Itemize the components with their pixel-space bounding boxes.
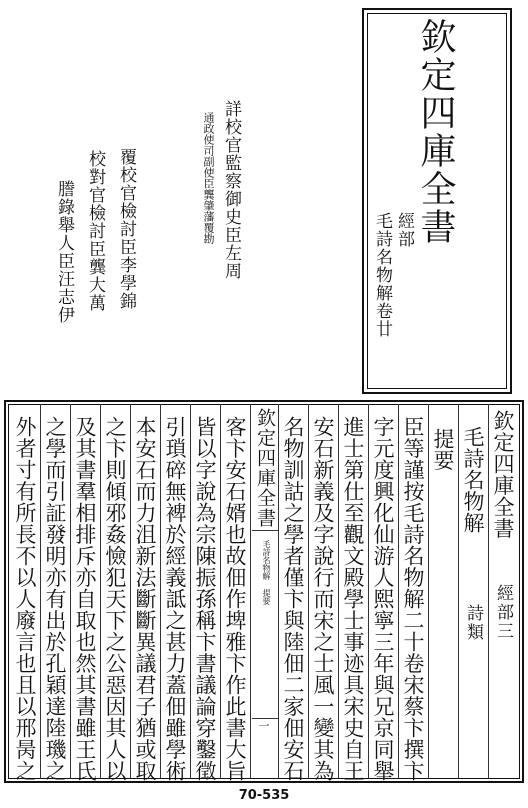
credit-reviewer: 通政使司副使臣龔肇藩覆勘 bbox=[202, 112, 215, 244]
column-rule bbox=[308, 404, 309, 779]
page-number: 70-535 bbox=[238, 788, 290, 803]
column-rule bbox=[428, 404, 429, 779]
credit-collator: 校對官檢討臣龔大萬 bbox=[85, 150, 105, 312]
text-column: 進士第仕至觀文殿學士事迹具宋史自王 bbox=[341, 416, 365, 782]
column-rule bbox=[488, 404, 489, 779]
text-column: 引瑣碎無裨於經義詆之甚力蓋佃雖學術 bbox=[163, 416, 187, 782]
credit-copyist: 謄錄舉人臣汪志伊 bbox=[54, 180, 74, 324]
column-rule bbox=[190, 404, 191, 779]
column-rule bbox=[70, 404, 71, 779]
column-rule bbox=[160, 404, 161, 779]
text-column: 皆以字說為宗陳振孫稱卞書議論穿鑿徵 bbox=[193, 416, 217, 782]
credit-proofreader: 詳校官監察御史臣左周 bbox=[221, 100, 241, 280]
text-column: 及其書羣相排斥亦自取也然其書雖王氏 bbox=[73, 416, 97, 782]
column-rule bbox=[130, 404, 131, 779]
text-column: 安石新義及字說行而宋之士風一變其為 bbox=[311, 416, 335, 782]
margin-fishtail bbox=[252, 530, 278, 531]
book-name: 毛詩名物解 bbox=[461, 426, 485, 534]
column-rule bbox=[338, 404, 339, 779]
text-column: 本安石而力沮新法斷斷異議君子猶或取 bbox=[133, 416, 157, 782]
column-rule bbox=[100, 404, 101, 779]
text-column: 之學而引証發明亦有出於孔穎達陸璣之 bbox=[43, 416, 67, 782]
column-rule bbox=[278, 404, 279, 779]
cover-title: 欽定四庫全書 bbox=[415, 18, 456, 246]
margin-book-name: 毛詩名物解 提要 bbox=[262, 540, 271, 605]
column-rule bbox=[458, 404, 459, 779]
summary-heading: 提要 bbox=[431, 428, 455, 471]
column-rule bbox=[40, 404, 41, 779]
credit-re-collator: 覆校官檢討臣李學錦 bbox=[116, 148, 136, 310]
text-column: 之卞則傾邪姦憸犯天下之公惡因其人以 bbox=[103, 416, 127, 782]
cover-category: 經部 bbox=[394, 212, 414, 248]
margin-title: 欽定四庫全書 bbox=[254, 408, 276, 528]
text-column: 臣等謹按毛詩名物解二十卷宋蔡卞撰卞 bbox=[401, 416, 425, 782]
column-rule bbox=[220, 404, 221, 779]
text-column: 外者寸有所長不以人廢言也且以邢昺之 bbox=[13, 416, 37, 782]
text-column: 名物訓詁之學者僅卞與陸佃二家佃安石 bbox=[281, 416, 305, 782]
column-rule bbox=[368, 404, 369, 779]
column-rule bbox=[398, 404, 399, 779]
margin-page-mark: 一 bbox=[257, 720, 270, 731]
margin-fishtail bbox=[252, 718, 278, 719]
text-column: 字元度興化仙游人熙寧三年與兄京同舉 bbox=[371, 416, 395, 782]
cover-book-name: 毛詩名物解卷廿 bbox=[372, 212, 392, 338]
page-heading-category: 經部三 bbox=[493, 584, 513, 641]
column-rule bbox=[250, 404, 251, 779]
page-heading-title: 欽定四庫全書 bbox=[491, 410, 515, 539]
book-category: 詩類 bbox=[463, 604, 483, 642]
text-column: 客卞安石婿也故佃作埤雅卞作此書大旨 bbox=[223, 416, 247, 782]
